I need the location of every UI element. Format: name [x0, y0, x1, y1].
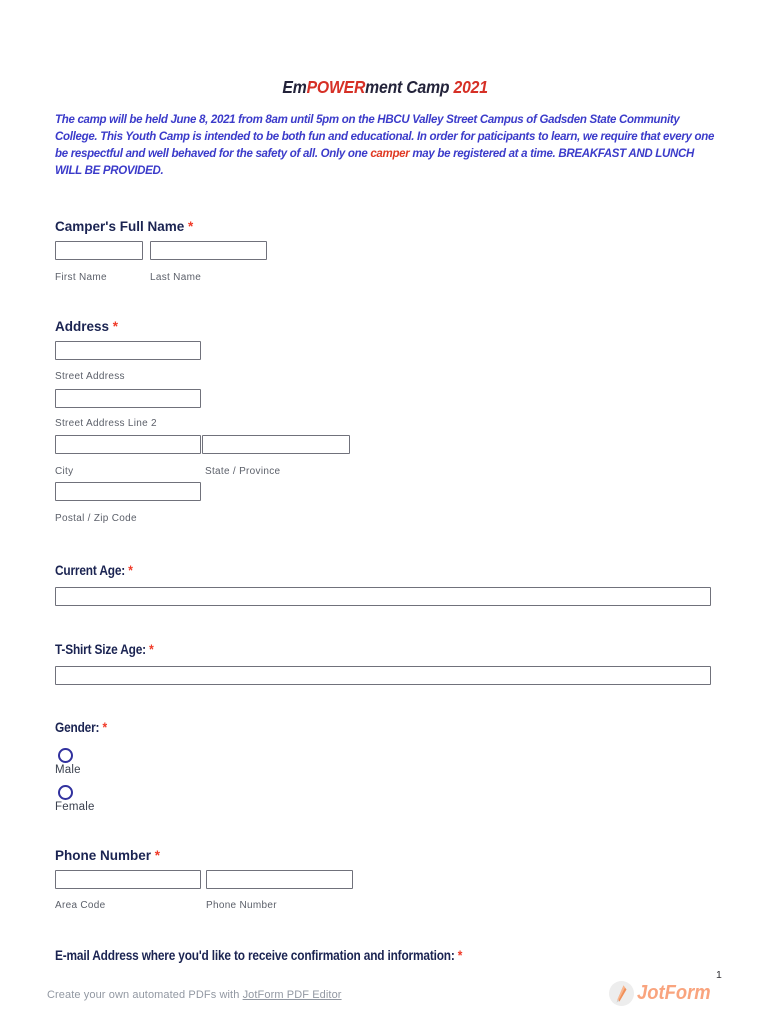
footer-credit-text: Create your own automated PDFs with	[47, 989, 243, 1001]
section-tshirt-size	[55, 641, 711, 685]
current-age-input[interactable]	[55, 587, 711, 606]
required-asterisk: *	[102, 720, 107, 735]
full-name-inputs-row	[55, 241, 267, 260]
email-label-text: E-mail Address where you'd like to receive confirmation and information:	[55, 948, 455, 963]
full-name-label-text: Camper's Full Name	[55, 219, 185, 234]
form-title	[0, 77, 770, 98]
jotform-wordmark: JotForm	[637, 982, 711, 1004]
last-name-sublabel: Last Name	[150, 272, 202, 283]
address-label	[55, 319, 350, 334]
jotform-pdf-editor-link[interactable]: JotForm PDF Editor	[242, 989, 342, 1001]
tshirt-size-label	[55, 642, 154, 657]
tshirt-size-input[interactable]	[55, 666, 711, 685]
phone-label-text: Phone Number	[55, 848, 152, 863]
section-current-age	[55, 562, 711, 606]
area-code-sublabel: Area Code	[55, 900, 106, 911]
state-input[interactable]	[202, 435, 350, 454]
required-asterisk: *	[128, 563, 133, 578]
email-label	[55, 948, 462, 963]
intro-text-2: may be registered at a time. BREAKFAST AND LUNCH WILL BE PROVIDED.	[55, 148, 695, 177]
street-address-2-sublabel: Street Address Line 2	[55, 418, 157, 429]
tshirt-size-label-text: T-Shirt Size Age:	[55, 642, 146, 657]
footer-credit	[47, 989, 342, 1001]
required-asterisk: *	[154, 848, 161, 863]
radio-female-icon[interactable]	[58, 785, 73, 800]
page-number: 1	[716, 969, 722, 981]
postal-code-sublabel: Postal / Zip Code	[55, 513, 137, 524]
state-sublabel: State / Province	[205, 466, 281, 477]
city-state-row	[55, 435, 350, 454]
full-name-label	[55, 219, 267, 234]
city-state-sublabels	[55, 466, 350, 477]
required-asterisk: *	[149, 642, 154, 657]
title-part-red: POWER	[306, 77, 366, 97]
section-full-name	[55, 219, 267, 283]
jotform-logo[interactable]	[609, 981, 717, 1006]
section-gender	[55, 719, 114, 813]
jotform-pen-icon	[609, 981, 634, 1006]
gender-label	[55, 720, 107, 735]
intro-paragraph	[55, 112, 715, 180]
city-sublabel: City	[55, 466, 74, 477]
gender-male-label: Male	[55, 764, 81, 776]
title-year: 2021	[453, 77, 488, 97]
phone-inputs-row	[55, 870, 353, 889]
street-address-sublabel: Street Address	[55, 371, 125, 382]
intro-highlight-camper: camper	[370, 148, 410, 160]
required-asterisk: *	[112, 319, 119, 334]
title-part-dark2: ment Camp	[365, 77, 454, 97]
full-name-sublabels	[55, 272, 267, 283]
gender-label-text: Gender:	[55, 720, 100, 735]
title-part-dark: Em	[282, 77, 307, 97]
required-asterisk: *	[188, 219, 194, 234]
gender-female-label: Female	[55, 801, 95, 813]
street-address-input[interactable]	[55, 341, 201, 360]
city-input[interactable]	[55, 435, 201, 454]
address-label-text: Address	[55, 319, 110, 334]
phone-sublabels	[55, 900, 353, 911]
phone-number-input[interactable]	[206, 870, 353, 889]
gender-option-male[interactable]	[55, 748, 114, 776]
section-address	[55, 319, 350, 524]
first-name-sublabel: First Name	[55, 272, 107, 283]
last-name-input[interactable]	[150, 241, 267, 260]
phone-label	[55, 848, 353, 863]
required-asterisk: *	[457, 948, 463, 963]
radio-male-icon[interactable]	[58, 748, 73, 763]
current-age-label-text: Current Age:	[55, 563, 126, 578]
area-code-input[interactable]	[55, 870, 201, 889]
first-name-input[interactable]	[55, 241, 143, 260]
street-address-2-input[interactable]	[55, 389, 201, 408]
gender-option-female[interactable]	[55, 785, 114, 813]
phone-number-sublabel: Phone Number	[206, 900, 277, 911]
current-age-label	[55, 563, 133, 578]
postal-code-input[interactable]	[55, 482, 201, 501]
section-email	[55, 947, 745, 965]
intro-text-1: The camp will be held June 8, 2021 from 8am until 5pm on the HBCU Valley Street Campus of Gadsden State Community College. This Youth Camp is intended to be both fun and educational. In order for paticipants to learn, we require that every one be respectful and well behaved for the safety of all. Only one	[55, 114, 715, 160]
section-phone	[55, 848, 353, 911]
